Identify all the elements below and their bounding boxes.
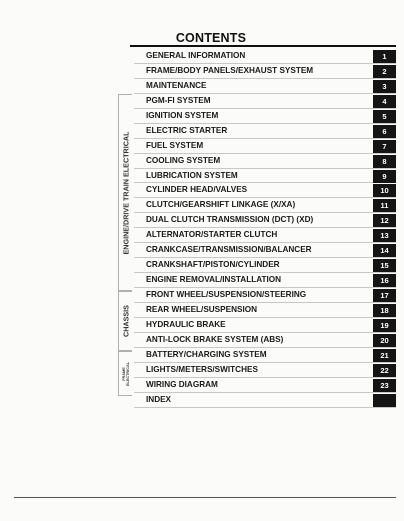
section-number-tab: 3 — [373, 80, 396, 93]
section-number-tab: 14 — [373, 244, 396, 257]
section-number-tab: 6 — [373, 125, 396, 138]
section-title: CRANKSHAFT/PISTON/CYLINDER — [146, 260, 280, 270]
section-number-tab: 5 — [373, 110, 396, 123]
bottom-rule — [14, 497, 396, 498]
contents-row[interactable] — [134, 393, 396, 408]
section-number-tab — [373, 394, 396, 407]
section-number-tab: 11 — [373, 199, 396, 212]
side-label-frame-line1: FRAME — [121, 366, 126, 381]
section-title: ANTI-LOCK BRAKE SYSTEM (ABS) — [146, 334, 284, 344]
section-number-tab: 9 — [373, 170, 396, 183]
contents-row[interactable] — [134, 333, 396, 348]
section-number-tab: 1 — [373, 50, 396, 63]
section-number-tab: 7 — [373, 140, 396, 153]
contents-row[interactable] — [134, 273, 396, 288]
section-number-tab: 12 — [373, 214, 396, 227]
page-title: CONTENTS — [175, 31, 247, 45]
section-title: IGNITION SYSTEM — [146, 110, 219, 120]
side-group-frame-electrical — [118, 351, 132, 396]
contents-row[interactable] — [134, 318, 396, 333]
section-number-tab: 18 — [373, 304, 396, 317]
contents-row[interactable] — [134, 363, 396, 378]
contents-row[interactable] — [134, 243, 396, 258]
section-title: CRANKCASE/TRANSMISSION/BALANCER — [146, 245, 312, 255]
side-group-engine — [118, 94, 132, 291]
contents-row[interactable] — [134, 228, 396, 243]
contents-row[interactable] — [134, 198, 396, 213]
section-number-tab: 2 — [373, 65, 396, 78]
section-number-tab: 8 — [373, 155, 396, 168]
section-title: COOLING SYSTEM — [146, 155, 221, 165]
side-label-engine: ENGINE/DRIVE TRAIN ELECTRICAL — [121, 131, 130, 254]
section-title: PGM-FI SYSTEM — [146, 95, 211, 105]
contents-row[interactable] — [134, 288, 396, 303]
side-label-frame-electrical — [121, 361, 129, 385]
section-title: FUEL SYSTEM — [146, 140, 204, 150]
contents-row[interactable] — [134, 378, 396, 393]
contents-row[interactable] — [134, 183, 396, 198]
contents-row[interactable] — [134, 94, 396, 109]
contents-list — [134, 49, 396, 408]
contents-row[interactable] — [134, 258, 396, 273]
contents-row[interactable] — [134, 348, 396, 363]
section-title: ENGINE REMOVAL/INSTALLATION — [146, 275, 282, 285]
contents-row[interactable] — [134, 213, 396, 228]
contents-row[interactable] — [134, 49, 396, 64]
contents-row[interactable] — [134, 139, 396, 154]
title-rule — [130, 45, 396, 47]
section-number-tab: 21 — [373, 349, 396, 362]
section-number-tab: 10 — [373, 184, 396, 197]
section-title: FRAME/BODY PANELS/EXHAUST SYSTEM — [146, 65, 314, 75]
side-group-chassis — [118, 291, 132, 351]
section-number-tab: 16 — [373, 274, 396, 287]
section-title: REAR WHEEL/SUSPENSION — [146, 304, 257, 314]
contents-row[interactable] — [134, 64, 396, 79]
section-title: DUAL CLUTCH TRANSMISSION (DCT) (XD) — [146, 215, 314, 225]
section-number-tab: 17 — [373, 289, 396, 302]
section-title: ELECTRIC STARTER — [146, 125, 228, 135]
section-number-tab: 19 — [373, 319, 396, 332]
section-title: BATTERY/CHARGING SYSTEM — [146, 349, 267, 359]
section-title: WIRING DIAGRAM — [146, 379, 218, 389]
side-label-frame-line2: ELECTRICAL — [125, 361, 130, 386]
section-title: INDEX — [146, 394, 172, 404]
section-number-tab: 13 — [373, 229, 396, 242]
section-number-tab: 20 — [373, 334, 396, 347]
section-number-tab: 22 — [373, 364, 396, 377]
contents-row[interactable] — [134, 154, 396, 169]
side-label-chassis: CHASSIS — [121, 305, 130, 337]
contents-row[interactable] — [134, 303, 396, 318]
section-title: FRONT WHEEL/SUSPENSION/STEERING — [146, 290, 307, 299]
section-title: HYDRAULIC BRAKE — [146, 319, 226, 329]
contents-row[interactable] — [134, 124, 396, 139]
section-title: GENERAL INFORMATION — [146, 51, 246, 60]
contents-row[interactable] — [134, 169, 396, 184]
contents-row[interactable] — [134, 109, 396, 124]
section-title: MAINTENANCE — [146, 80, 207, 90]
section-number-tab: 15 — [373, 259, 396, 272]
contents-row[interactable] — [134, 79, 396, 94]
section-title: LUBRICATION SYSTEM — [146, 170, 238, 180]
section-number-tab: 23 — [373, 379, 396, 392]
section-title: ALTERNATOR/STARTER CLUTCH — [146, 230, 278, 240]
section-title: CYLINDER HEAD/VALVES — [146, 185, 248, 195]
section-title: CLUTCH/GEARSHIFT LINKAGE (X/XA) — [146, 200, 296, 210]
section-number-tab: 4 — [373, 95, 396, 108]
section-title: LIGHTS/METERS/SWITCHES — [146, 364, 258, 374]
